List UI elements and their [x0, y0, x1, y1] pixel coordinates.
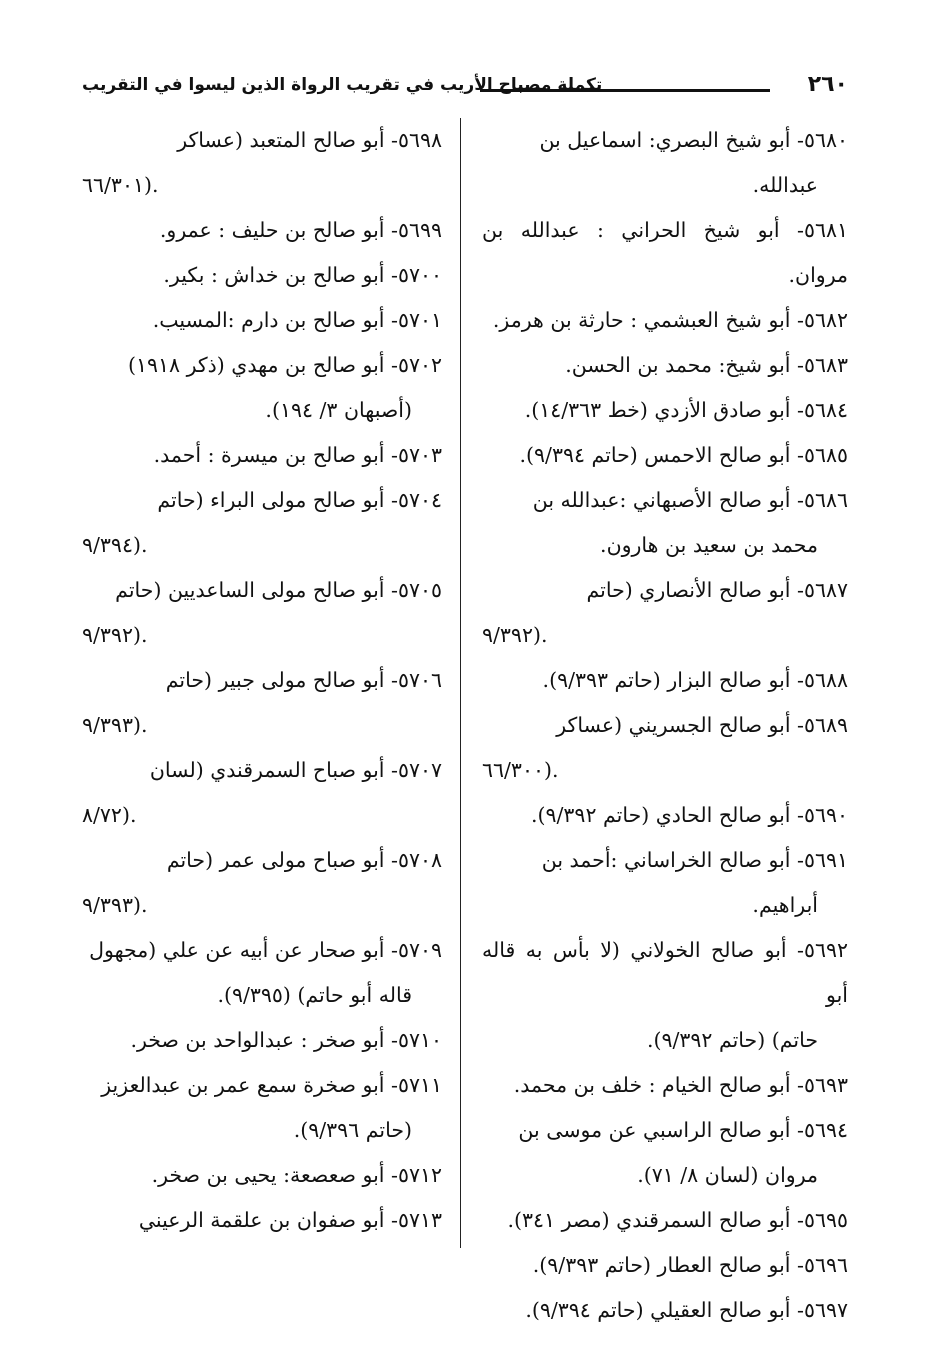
entry-line: ٥٦٨٨- أبو صالح البزار (حاتم ٩/٣٩٣).	[542, 668, 848, 692]
entry	[82, 1153, 442, 1198]
entry	[82, 568, 442, 658]
entry-line: ٥٧٠٦- أبو صالح مولى جبير (حاتم	[165, 668, 442, 692]
entry-line: ٥٦٩٩- أبو صالح بن حليف : عمرو.	[159, 218, 442, 242]
entry	[482, 1243, 848, 1288]
entry	[482, 658, 848, 703]
entry-line: ٥٦٨٢- أبو شيخ العبشمي : حارثة بن هرمز.	[492, 308, 848, 332]
entry-continuation: عبدالله.	[752, 173, 818, 197]
entry-line: ٥٧٠١- أبو صالح بن دارم :المسيب.	[152, 308, 442, 332]
entry-line: ٥٦٩٢- أبو صالح الخولاني (لا بأس به قاله أبو	[482, 938, 848, 1007]
entry	[82, 253, 442, 298]
entry	[82, 208, 442, 253]
entry-line: ٥٧١٣- أبو صفوان بن علقمة الرعيني	[138, 1208, 442, 1232]
entry-line: ٥٦٨٩- أبو صالح الجسريني (عساكر	[556, 713, 848, 737]
entry-line: ٥٦٩٣- أبو صالح الخيام : خلف بن محمد.	[513, 1073, 848, 1097]
entry	[82, 343, 442, 433]
entry-continuation: أبراهيم.	[752, 893, 818, 917]
entry-line: ٥٦٨١- أبو شيخ الحراني : عبدالله بن مروان.	[482, 218, 848, 287]
entry	[82, 1063, 442, 1153]
entry-line: ٥٦٩٨- أبو صالح المتعبد (عساكر	[177, 128, 442, 152]
entry-line: ٥٦٨٦- أبو صالح الأصبهاني :عبدالله بن	[532, 488, 848, 512]
entry-continuation: ٩/٣٩٢).	[82, 623, 148, 647]
entry-continuation: قاله أبو حاتم) (٩/٣٩٥).	[217, 983, 412, 1007]
entry-continuation: ٩/٣٩٤).	[82, 533, 148, 557]
entry	[482, 298, 848, 343]
entry-line: ٥٧٠٤- أبو صالح مولى البراء (حاتم	[157, 488, 442, 512]
entry	[482, 388, 848, 433]
entry	[82, 298, 442, 343]
left-column	[82, 118, 442, 1243]
entry-line: ٥٧٠٠- أبو صالح بن خداش : بكير.	[163, 263, 442, 287]
entry-line: ٥٧٠٨- أبو صباح مولى عمر (حاتم	[166, 848, 442, 872]
entry-line: ٥٦٨٧- أبو صالح الأنصاري (حاتم	[586, 578, 848, 602]
entry	[482, 928, 848, 1063]
entry	[482, 1063, 848, 1108]
page-number: ٢٦٠	[807, 72, 848, 97]
entry-line: ٥٦٨٣- أبو شيخ: محمد بن الحسن.	[565, 353, 848, 377]
entry-continuation: ٦٦/٣٠١).	[82, 173, 159, 197]
entry-line: ٥٧٠٢- أبو صالح بن مهدي (ذكر ١٩١٨)	[128, 353, 442, 377]
entry	[482, 838, 848, 928]
entry-line: ٥٧١٢- أبو صعصعة: يحيى بن صخر.	[151, 1163, 442, 1187]
column-divider	[460, 118, 461, 1248]
entry	[82, 748, 442, 838]
entry	[482, 118, 848, 208]
entry	[482, 1108, 848, 1198]
entry-continuation: (أصبهان ٣/ ١٩٤).	[265, 398, 412, 422]
entry-line: ٥٧٠٥- أبو صالح مولى الساعديين (حاتم	[115, 578, 442, 602]
entry-line: ٥٧٠٣- أبو صالح بن ميسرة : أحمد.	[153, 443, 442, 467]
entry	[482, 1288, 848, 1333]
entry-line: ٥٦٩٠- أبو صالح الحادي (حاتم ٩/٣٩٢).	[530, 803, 848, 827]
entry-line: ٥٦٨٠- أبو شيخ البصري: اسماعيل بن	[539, 128, 848, 152]
entry-continuation: مروان (لسان ٨/ ٧١).	[637, 1163, 818, 1187]
entry-continuation: حاتم) (حاتم ٩/٣٩٢).	[646, 1028, 818, 1052]
entry	[482, 793, 848, 838]
entry	[82, 1198, 442, 1243]
entry	[82, 1018, 442, 1063]
entry-continuation: محمد بن سعيد بن هارون.	[600, 533, 818, 557]
entry-line: ٥٧٠٩- أبو صحار عن أبيه عن علي (مجهول	[89, 938, 442, 962]
entry	[482, 1198, 848, 1243]
entry	[82, 658, 442, 748]
running-title: تكملة مصباح الأريب في تقريب الرواة الذين ليسوا في التقريب	[82, 75, 603, 95]
entry-line: ٥٦٩٦- أبو صالح العطار (حاتم ٩/٣٩٣).	[532, 1253, 848, 1277]
entry-continuation: ٩/٣٩٣).	[82, 893, 148, 917]
entry-line: ٥٦٩٧- أبو صالح العقيلي (حاتم ٩/٣٩٤).	[525, 1298, 848, 1322]
entry-continuation: ٩/٣٩٢).	[482, 623, 548, 647]
entry	[482, 703, 848, 793]
page-header	[82, 70, 848, 106]
entry-continuation: ٦٦/٣٠٠).	[482, 758, 559, 782]
entry-continuation: (حاتم ٩/٣٩٦).	[293, 1118, 412, 1142]
entry	[482, 433, 848, 478]
entry-continuation: ٨/٧٢).	[82, 803, 137, 827]
entry	[82, 838, 442, 928]
entry	[82, 928, 442, 1018]
entry-line: ٥٦٩٤- أبو صالح الراسبي عن موسى بن	[518, 1118, 848, 1142]
right-column	[482, 118, 848, 1333]
entry	[82, 478, 442, 568]
entry-line: ٥٦٩٥- أبو صالح السمرقندي (مصر ٣٤١).	[507, 1208, 848, 1232]
entry	[82, 433, 442, 478]
entry	[82, 118, 442, 208]
entry	[482, 478, 848, 568]
entry-line: ٥٧٠٧- أبو صباح السمرقندي (لسان	[149, 758, 442, 782]
entry-line: ٥٧١١- أبو صخرة سمع عمر بن عبدالعزيز	[101, 1073, 442, 1097]
entry	[482, 568, 848, 658]
entry	[482, 208, 848, 298]
entry	[482, 343, 848, 388]
entry-line: ٥٦٩١- أبو صالح الخراساني :أحمد بن	[541, 848, 848, 872]
entry-line: ٥٦٨٤- أبو صادق الأزدي (خط ١٤/٣٦٣).	[524, 398, 848, 422]
entry-line: ٥٦٨٥- أبو صالح الاحمس (حاتم ٩/٣٩٤).	[519, 443, 848, 467]
entry-line: ٥٧١٠- أبو صخر : عبدالواحد بن صخر.	[130, 1028, 442, 1052]
entry-continuation: ٩/٣٩٣).	[82, 713, 148, 737]
